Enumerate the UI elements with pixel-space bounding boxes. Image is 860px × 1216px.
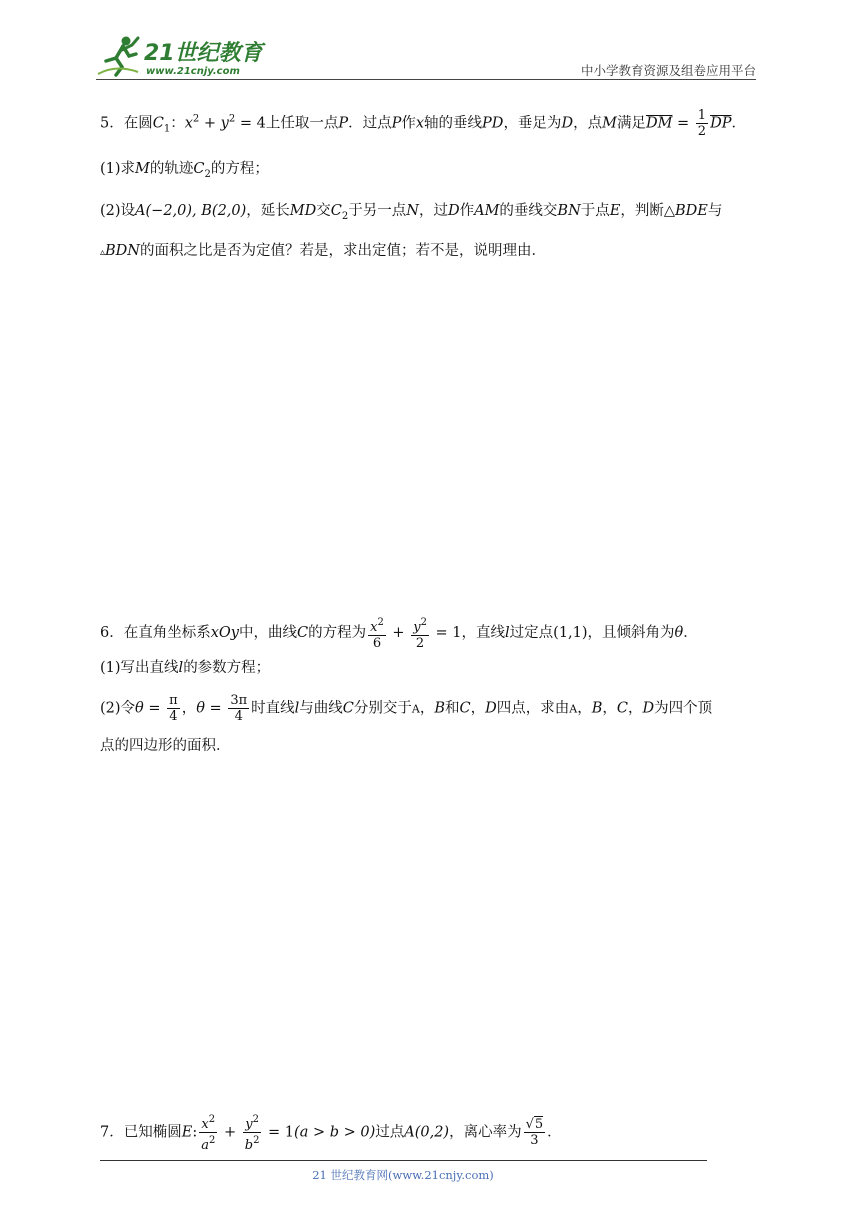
q7-stem: 7．已知椭圆E: $\frac{x^2}{a^2}$ + $\frac{y^2}{b^2}$ = 1(a > b > 0)过点A(0,2)，离心率为 $\frac{√5}{3}$ ． [100, 1114, 562, 1153]
q6-part2-line1: (2)令θ = $\frac{\pi}{4}$ ，θ = $\frac{3\pi}{4}$ 时直线l与曲线C分别交于A，B和C，D四点，求由A，B，C，D为四个顶 [100, 693, 713, 724]
q6-part1: (1)写出直线l的参数方程； [100, 660, 271, 676]
footer-text: 21 世纪教育网(www.21cnjy.com) [312, 1168, 494, 1182]
logo-url-text: www.21cnjy.com [146, 66, 240, 77]
platform-name: 中小学教育资源及组卷应用平台 [580, 63, 756, 78]
logo-brand-text: 21世纪教育 [144, 41, 263, 66]
q5-part1: (1)求M的轨迹$C_2$的方程； [100, 161, 269, 180]
footer-divider [100, 1160, 707, 1161]
q6-part2-line2: 点的四边形的面积． [100, 738, 231, 754]
runner-icon [98, 37, 138, 76]
brand-logo [96, 34, 266, 78]
q5-part2-line1: (2)设A(−2,0), B(2,0)，延长MD交$C_2$于另一点N，过D作AM的垂线交BN于点E，判断△BDE与 [100, 203, 723, 222]
q5-part2-line2: ▵BDN的面积之比是否为定值？若是，求出定值；若不是，说明理由． [100, 243, 546, 259]
q5-stem: 5．在圆$C_1$：$x^2 + y^2 = 4$上任取一点P．过点P作x轴的垂线PD，垂足为D，点M满足$\overline{DM}$ = $\frac{1}{2}$ $\overline{DP}$． [100, 108, 746, 139]
q6-stem: 6．在直角坐标系xOy中，曲线C的方程为 $\frac{x^2}{6}$ + $\frac{y^2}{2}$ = 1，直线l过定点(1,1)，且倾斜角为θ． [100, 617, 698, 651]
header-divider [96, 79, 756, 80]
